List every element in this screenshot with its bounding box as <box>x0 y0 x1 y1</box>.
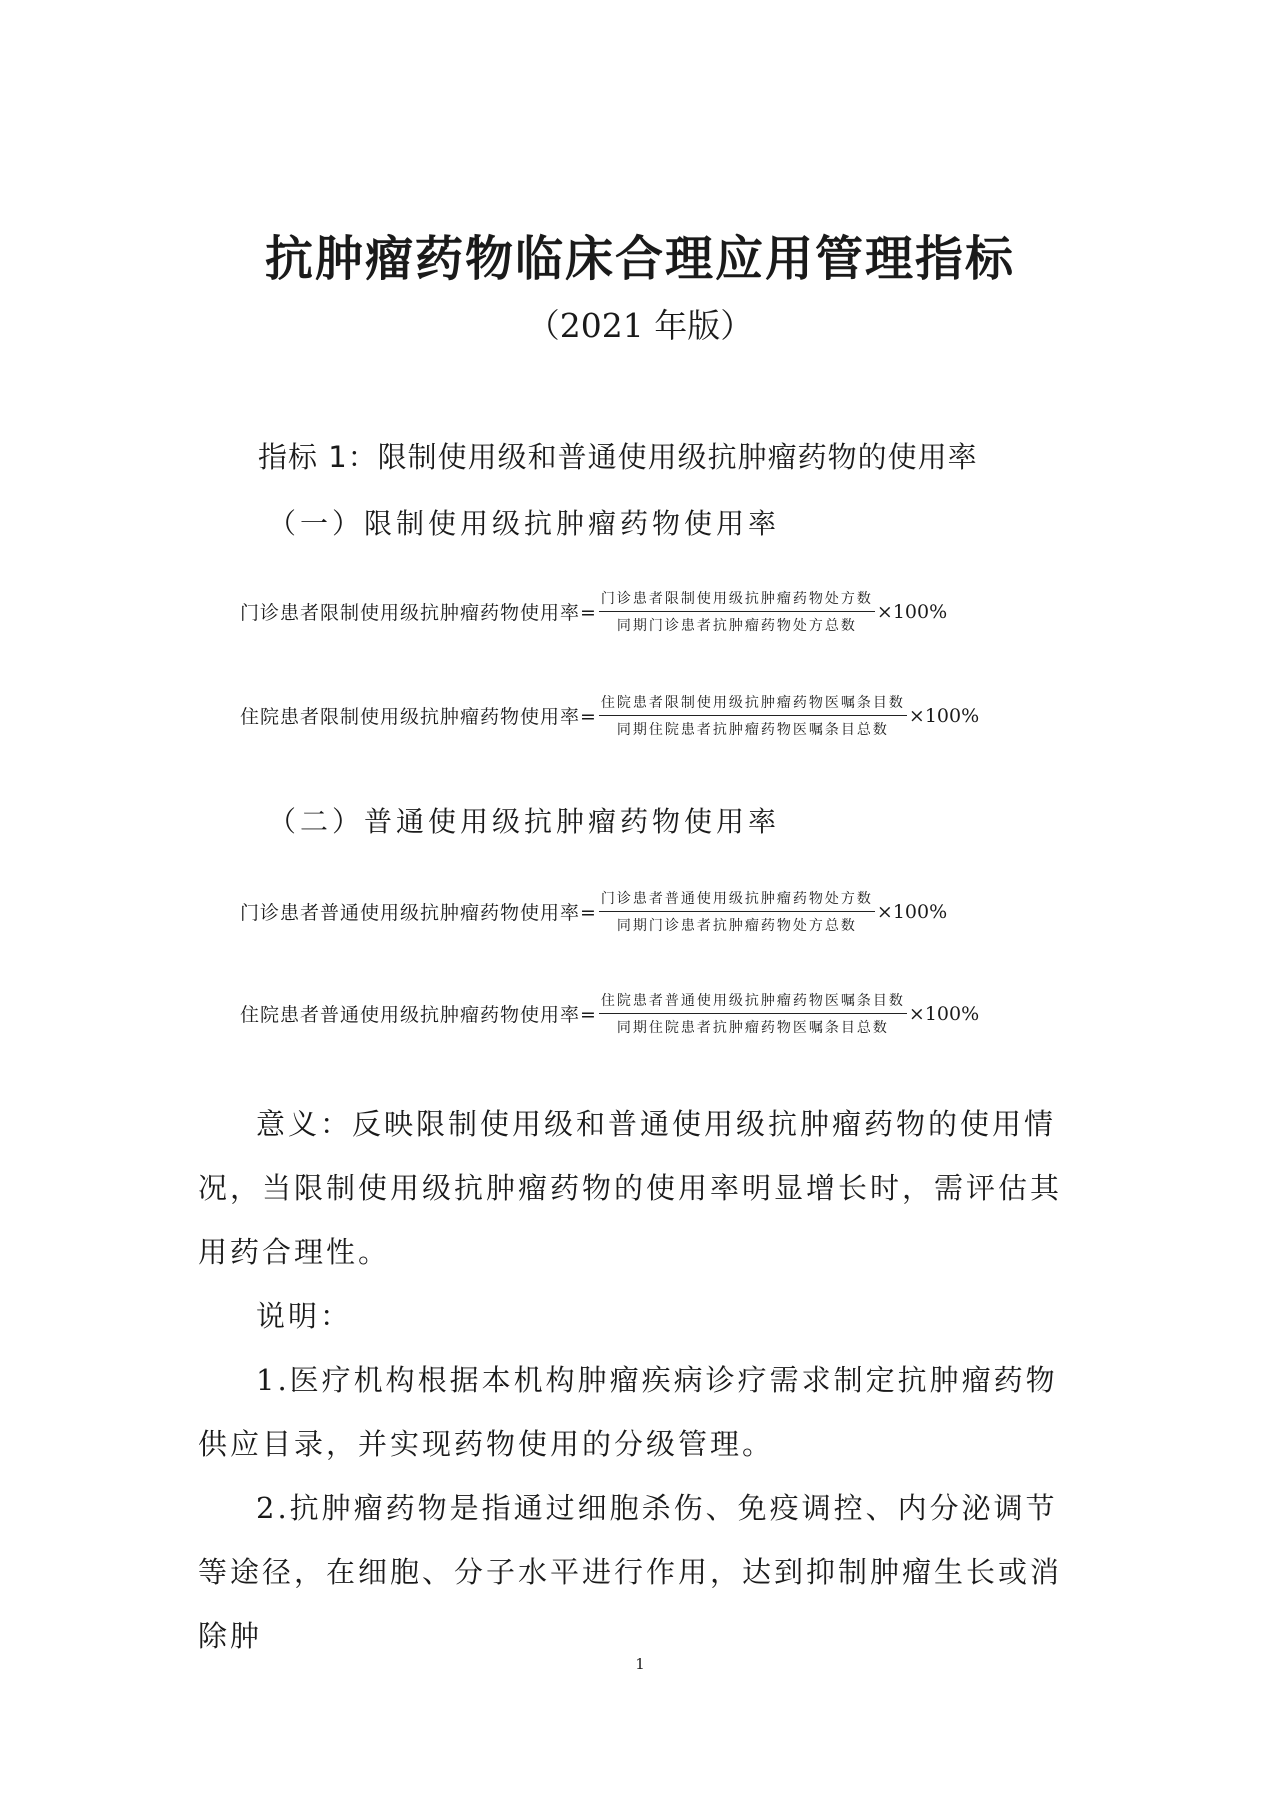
formula-denominator: 同期住院患者抗肿瘤药物医嘱条目总数 <box>616 722 889 738</box>
formula-denominator: 同期住院患者抗肿瘤药物医嘱条目总数 <box>616 1020 889 1036</box>
formula-fraction <box>599 990 907 1037</box>
formula-fraction <box>599 888 875 935</box>
formula-multiplier: ×100% <box>876 600 948 623</box>
formula-fraction <box>599 588 875 635</box>
formula-multiplier: ×100% <box>908 1002 980 1025</box>
formula-outpatient-restricted <box>240 588 947 635</box>
document-title: 抗肿瘤药物临床合理应用管理指标 <box>264 231 1015 287</box>
indicator-heading: 指标 1：限制使用级和普通使用级抗肿瘤药物的使用率 <box>258 440 978 474</box>
body-text <box>198 1092 1088 1668</box>
formula-multiplier: ×100% <box>908 704 980 727</box>
explanation-item: 1.医疗机构根据本机构肿瘤疾病诊疗需求制定抗肿瘤药物供应目录，并实现药物使用的分级管理。 <box>198 1363 1058 1461</box>
formula-multiplier: ×100% <box>876 900 948 923</box>
formula-fraction <box>599 692 907 739</box>
formula-denominator: 同期门诊患者抗肿瘤药物处方总数 <box>616 918 857 934</box>
significance-paragraph: 意义：反映限制使用级和普通使用级抗肿瘤药物的使用情况，当限制使用级抗肿瘤药物的使用率明显增长时，需评估其用药合理性。 <box>198 1107 1063 1269</box>
document-subtitle: （2021 年版） <box>526 306 754 345</box>
explanation-item: 2.抗肿瘤药物是指通过细胞杀伤、免疫调控、内分泌调节等途径，在细胞、分子水平进行作用，达到抑制肿瘤生长或消除肿 <box>198 1491 1063 1653</box>
formula-lhs: 门诊患者限制使用级抗肿瘤药物使用率= <box>240 602 597 624</box>
formula-denominator: 同期门诊患者抗肿瘤药物处方总数 <box>616 618 857 634</box>
section-heading-general: （二）普通使用级抗肿瘤药物使用率 <box>268 805 781 838</box>
explanation-label: 说明： <box>256 1299 353 1333</box>
page-number: 1 <box>635 1655 645 1673</box>
formula-lhs: 住院患者普通使用级抗肿瘤药物使用率= <box>240 1004 597 1026</box>
formula-numerator: 住院患者限制使用级抗肿瘤药物医嘱条目数 <box>599 692 907 716</box>
formula-numerator: 住院患者普通使用级抗肿瘤药物医嘱条目数 <box>599 990 907 1014</box>
formula-numerator: 门诊患者普通使用级抗肿瘤药物处方数 <box>599 888 875 912</box>
formula-lhs: 住院患者限制使用级抗肿瘤药物使用率= <box>240 706 597 728</box>
formula-lhs: 门诊患者普通使用级抗肿瘤药物使用率= <box>240 902 597 924</box>
formula-inpatient-general <box>240 990 979 1037</box>
formula-inpatient-restricted <box>240 692 979 739</box>
formula-numerator: 门诊患者限制使用级抗肿瘤药物处方数 <box>599 588 875 612</box>
section-heading-restricted: （一）限制使用级抗肿瘤药物使用率 <box>268 507 781 540</box>
formula-outpatient-general <box>240 888 947 935</box>
